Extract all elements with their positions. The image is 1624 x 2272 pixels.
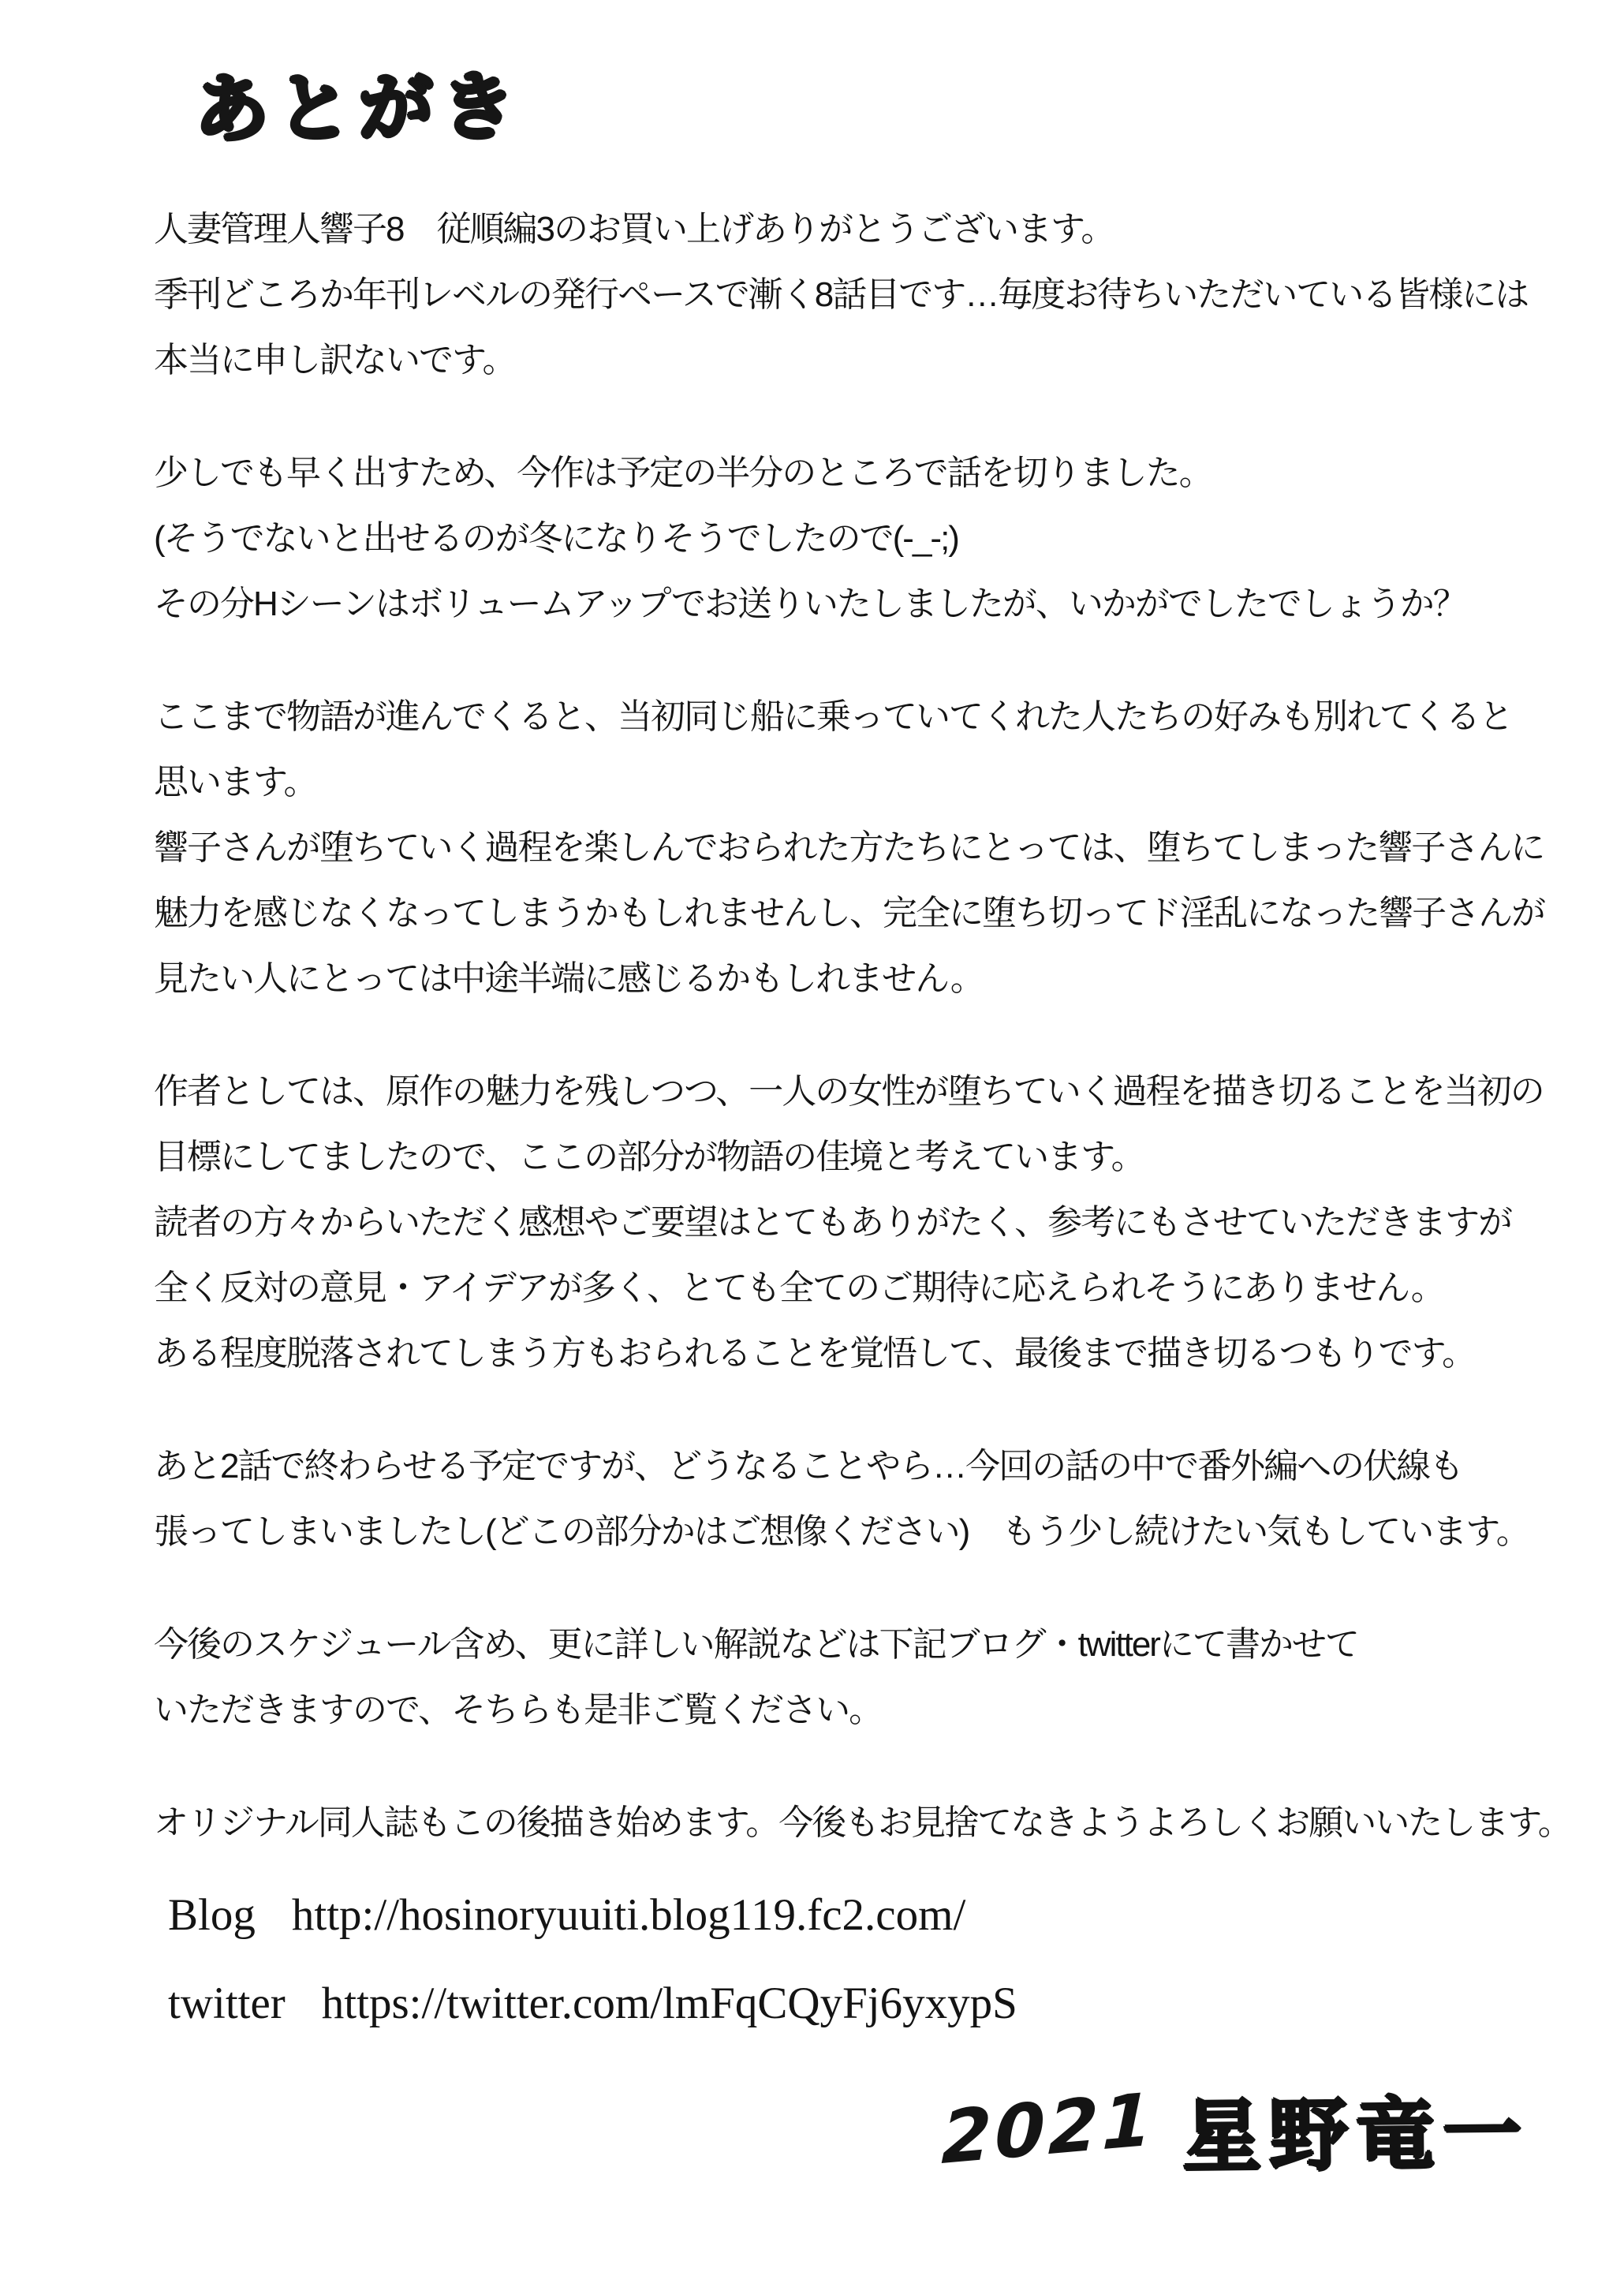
text-line: 今後のスケジュール含め、更に詳しい解説などは下記ブログ・twitterにて書かせて [154, 1625, 1358, 1664]
paragraph [154, 1790, 1571, 1855]
paragraph [154, 1433, 1529, 1564]
paragraph [154, 1059, 1544, 1386]
paragraph [154, 684, 1545, 1011]
text-line: 季刊どころか年刊レベルの発行ペースで漸く8話目です…毎度お待ちいただいている皆様には [154, 275, 1529, 314]
text-line: 作者としては、原作の魅力を残しつつ、一人の女性が堕ちていく過程を描き切ることを当初の [154, 1072, 1544, 1111]
text-line: オリジナル同人誌もこの後描き始めます。今後もお見捨てなきようよろしくお願いいたします。 [154, 1803, 1571, 1842]
blog-label: Blog [168, 1890, 256, 1940]
text-line: 張ってしまいましたし(どこの部分かはご想像ください) もう少し続けたい気もしています。 [154, 1512, 1529, 1551]
contact-links [154, 1871, 1529, 2048]
twitter-label: twitter [168, 1979, 286, 2028]
signature [154, 2072, 1529, 2185]
paragraph [154, 196, 1529, 393]
paragraph [154, 1612, 1529, 1743]
text-line: ある程度脱落されてしまう方もおられることを覚悟して、最後まで描き切るつもりです。 [154, 1334, 1476, 1373]
blog-link-line [168, 1871, 1529, 1960]
text-line: 響子さんが堕ちていく過程を楽しんでおられた方たちにとっては、堕ちてしまった響子さんに [154, 828, 1544, 867]
text-line: 少しでも早く出すため、今作は予定の半分のところで話を切りました。 [154, 454, 1212, 492]
signature-year: 2021 [940, 2076, 1156, 2180]
text-line: (そうでないと出せるのが冬になりそうでしたので(-_-;) [154, 519, 958, 558]
paragraph [154, 440, 1529, 637]
twitter-link-line [168, 1960, 1529, 2048]
afterword-body [154, 196, 1571, 1855]
text-line: 全く反対の意見・アイデアが多く、とても全てのご期待に応えられそうにありません。 [154, 1269, 1444, 1307]
text-line: ここまで物語が進んでくると、当初同じ船に乗っていてくれた人たちの好みも別れてくると [154, 697, 1512, 736]
blog-url: http://hosinoryuuiti.blog119.fc2.com/ [291, 1890, 966, 1940]
text-line: 読者の方々からいただく感想やご要望はとてもありがたく、参考にもさせていただきますが [154, 1203, 1512, 1242]
text-line: 見たい人にとっては中途半端に感じるかもしれません。 [154, 959, 984, 998]
signature-name: 星野竜一 [1182, 2089, 1530, 2182]
text-line: その分Hシーンはボリュームアップでお送りいたしましたが、いかがでしたでしょうか？ [154, 585, 1466, 623]
text-line: 魅力を感じなくなってしまうかもしれませんし、完全に堕ち切ってド淫乱になった響子さんが [154, 894, 1545, 932]
page-title: あとがき [194, 65, 524, 151]
text-line: 思います。 [154, 763, 317, 802]
text-line: 人妻管理人響子8 従順編3のお買い上げありがとうございます。 [154, 210, 1114, 248]
twitter-url: https://twitter.com/lmFqCQyFj6yxypS [321, 1979, 1017, 2028]
text-line: いただきますので、そちらも是非ご覧ください。 [154, 1691, 883, 1729]
text-line: あと2話で終わらせる予定ですが、どうなることやら…今回の話の中で番外編への伏線も [154, 1447, 1463, 1485]
text-line: 本当に申し訳ないです。 [154, 341, 516, 379]
text-line: 目標にしてましたので、ここの部分が物語の佳境と考えています。 [154, 1138, 1144, 1176]
